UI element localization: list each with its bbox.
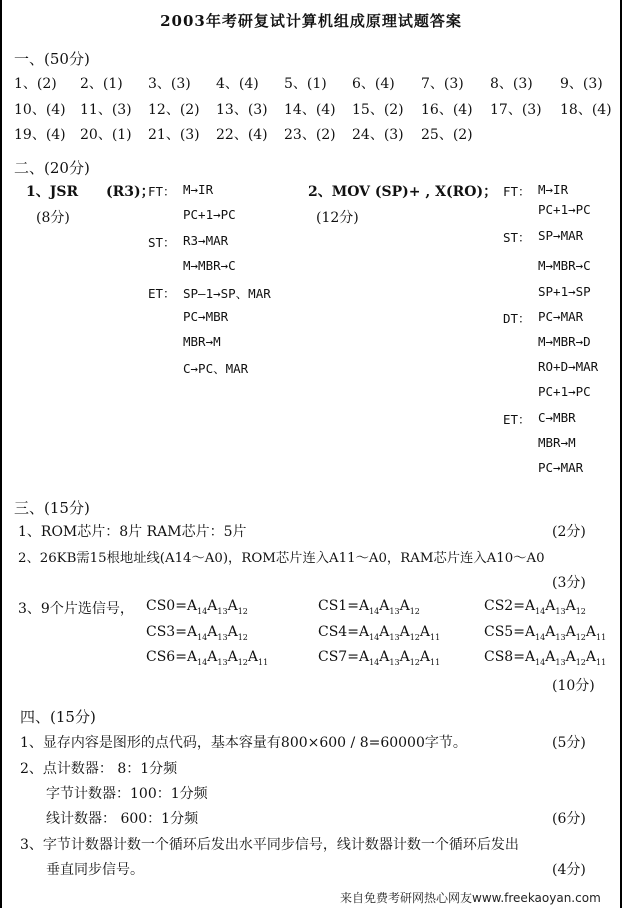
q2-et-label: ET： [503, 412, 531, 427]
address-line: $A_{13}$ [379, 624, 400, 642]
s3-line-1: 1、ROM芯片：8片 RAM芯片：5片 [18, 524, 247, 540]
q1-ft-step: M→IR [183, 182, 214, 197]
chip-select-name: CS5= [484, 624, 525, 640]
page-title: 2003年考研复试计算机组成原理试题答案 [160, 12, 462, 30]
address-line: $A_{12}$ [565, 649, 586, 667]
chip-select-signal [146, 624, 248, 642]
address-line: $A_{12}$ [399, 624, 420, 642]
chip-select-name: CS6= [146, 649, 187, 665]
s4-line-4-score: (6分) [552, 811, 586, 827]
address-line: $A_{11}$ [419, 624, 441, 642]
q1-et-step: PC→MBR [183, 309, 229, 324]
q2-dt-step: M→MBR→D [538, 334, 591, 349]
s1-answer: 21、(3) [148, 127, 200, 143]
chip-select-name: CS8= [484, 649, 525, 665]
s1-answer: 9、(3) [560, 76, 603, 92]
s4-line-3: 字节计数器：100：1分频 [46, 786, 208, 802]
q2-dt-label: DT： [503, 311, 531, 326]
q2-dt-step: PC+1→PC [538, 384, 591, 399]
q2-ft-step: M→IR [538, 182, 569, 197]
chip-select-name: CS2= [484, 598, 525, 614]
s1-answer: 24、(3) [352, 127, 404, 143]
s1-answer: 20、(1) [80, 127, 132, 143]
chip-select-signal [484, 598, 586, 616]
s1-answer: 17、(3) [490, 102, 542, 118]
q2-st-step: SP+1→SP [538, 284, 591, 299]
q2-st-step: M→MBR→C [538, 258, 591, 273]
s4-line-5: 3、字节计数器计数一个循环后发出水平同步信号，线计数器计数一个循环后发出 [20, 837, 519, 853]
q2-st-label: ST： [503, 230, 531, 245]
chip-select-signal [318, 624, 440, 642]
s3-line-1-score: (2分) [552, 524, 586, 540]
q1-et-step: MBR→M [183, 334, 221, 349]
section-4-heading: 四、(15分) [20, 708, 96, 726]
s1-answer: 3、(3) [148, 76, 191, 92]
s1-answer: 15、(2) [352, 102, 404, 118]
section-2-heading: 二、(20分) [14, 159, 90, 177]
address-line: $A_{13}$ [207, 649, 228, 667]
s1-answer: 7、(3) [421, 76, 464, 92]
s3-line-2: 2、26KB需15根地址线(A14～A0)，ROM芯片连入A11～A0，RAM芯片连入A10～A0 [18, 551, 545, 566]
chip-select-signal [484, 649, 606, 667]
chip-select-name: CS1= [318, 598, 359, 614]
q2-st-step: SP→MAR [538, 228, 584, 243]
s1-answer: 16、(4) [421, 102, 473, 118]
s3-line-2-score: (3分) [552, 575, 586, 591]
section-3-heading: 三、(15分) [14, 499, 90, 517]
q1-st-step: M→MBR→C [183, 258, 236, 273]
s3-line-3: 3、9个片选信号， [18, 601, 134, 617]
address-line: $A_{12}$ [227, 624, 248, 642]
s4-line-1: 1、显存内容是图形的点代码，基本容量有800×600 / 8=60000字节。 [20, 735, 467, 751]
address-line: $A_{13}$ [379, 598, 400, 616]
s1-answer: 10、(4) [14, 102, 66, 118]
q1-et-step: SP—1→SP、MAR [183, 286, 271, 301]
address-line: $A_{13}$ [207, 624, 228, 642]
address-line: $A_{14}$ [524, 598, 546, 616]
q1-score: (8分) [36, 210, 70, 226]
address-line: $A_{14}$ [524, 624, 546, 642]
q2-score: (12分) [316, 210, 359, 226]
s1-answer: 14、(4) [284, 102, 336, 118]
q2-et-step: C→MBR [538, 410, 576, 425]
s1-answer: 22、(4) [216, 127, 268, 143]
address-line: $A_{12}$ [399, 598, 420, 616]
s4-line-6-score: (4分) [552, 862, 586, 878]
q1-ft-label: FT： [148, 184, 176, 199]
q1-et-label: ET： [148, 286, 176, 301]
address-line: $A_{14}$ [186, 598, 208, 616]
address-line: $A_{12}$ [227, 598, 248, 616]
s1-answer: 19、(4) [14, 127, 66, 143]
address-line: $A_{14}$ [358, 649, 380, 667]
q1-title-arg: (R3)； [106, 184, 155, 200]
address-line: $A_{12}$ [227, 649, 248, 667]
s1-answer: 6、(4) [352, 76, 395, 92]
s1-answer: 23、(2) [284, 127, 336, 143]
address-line: $A_{14}$ [186, 624, 208, 642]
section-1-heading: 一、(50分) [14, 50, 90, 68]
q1-et-step: C→PC、MAR [183, 361, 249, 376]
s1-answer: 25、(2) [421, 127, 473, 143]
address-line: $A_{11}$ [585, 649, 607, 667]
address-line: $A_{14}$ [524, 649, 546, 667]
address-line: $A_{14}$ [358, 624, 380, 642]
s1-answer: 12、(2) [148, 102, 200, 118]
chip-select-signal [318, 649, 440, 667]
s1-answer: 1、(2) [14, 76, 57, 92]
s1-answer: 2、(1) [80, 76, 123, 92]
s4-line-4: 线计数器： 600：1分频 [46, 811, 199, 827]
s1-answer: 11、(3) [80, 102, 132, 118]
chip-select-name: CS0= [146, 598, 187, 614]
q2-title: 2、MOV (SP)+ , X(RO)； [308, 184, 498, 200]
q2-et-step: PC→MAR [538, 460, 584, 475]
q1-st-step: R3→MAR [183, 233, 229, 248]
address-line: $A_{12}$ [565, 624, 586, 642]
chip-select-name: CS4= [318, 624, 359, 640]
address-line: $A_{13}$ [379, 649, 400, 667]
chip-select-signal [146, 649, 268, 667]
address-line: $A_{13}$ [545, 624, 566, 642]
address-line: $A_{11}$ [585, 624, 607, 642]
address-line: $A_{12}$ [565, 598, 586, 616]
s1-answer: 13、(3) [216, 102, 268, 118]
s1-answer: 8、(3) [490, 76, 533, 92]
chip-select-signal [484, 624, 606, 642]
q1-title-number: 1、JSR [26, 184, 79, 200]
chip-select-name: CS3= [146, 624, 187, 640]
q1-st-label: ST： [148, 235, 176, 250]
s1-answer: 4、(4) [216, 76, 259, 92]
s1-answer: 18、(4) [560, 102, 612, 118]
s4-line-1-score: (5分) [552, 735, 586, 751]
address-line: $A_{13}$ [545, 649, 566, 667]
chip-select-name: CS7= [318, 649, 359, 665]
source-watermark: 来自免费考研网热心网友www.freekaoyan.com [340, 891, 601, 905]
address-line: $A_{11}$ [247, 649, 269, 667]
q2-ft-label: FT： [503, 184, 531, 199]
q2-dt-step: RO+D→MAR [538, 359, 599, 374]
address-line: $A_{14}$ [358, 598, 380, 616]
chip-select-signal [318, 598, 420, 616]
address-line: $A_{12}$ [399, 649, 420, 667]
address-line: $A_{13}$ [545, 598, 566, 616]
page-left-edge [0, 0, 2, 908]
chip-select-signal [146, 598, 248, 616]
s4-line-2: 2、点计数器： 8：1分频 [20, 761, 178, 777]
q2-ft-step: PC+1→PC [538, 202, 591, 217]
address-line: $A_{13}$ [207, 598, 228, 616]
s4-line-6: 垂直同步信号。 [46, 862, 144, 878]
address-line: $A_{11}$ [419, 649, 441, 667]
q2-et-step: MBR→M [538, 435, 576, 450]
s3-line-3-score: (10分) [552, 678, 595, 694]
q2-dt-step: PC→MAR [538, 309, 584, 324]
s1-answer: 5、(1) [284, 76, 327, 92]
q1-ft-step: PC+1→PC [183, 207, 236, 222]
address-line: $A_{14}$ [186, 649, 208, 667]
